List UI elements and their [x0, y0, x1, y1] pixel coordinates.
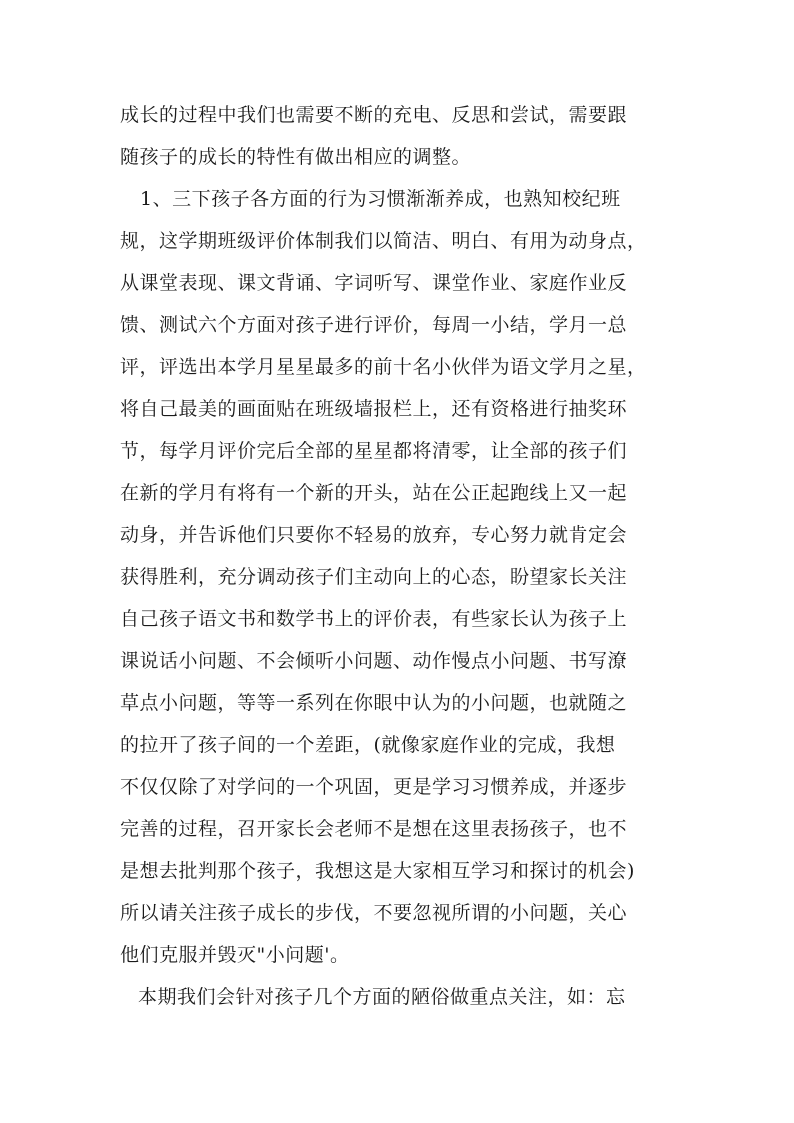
text-line: 自己孩子语文书和数学书上的评价表，有些家长认为孩子上	[120, 608, 628, 630]
text-line: 节，每学月评价完后全部的星星都将清零，让全部的孩子们	[120, 440, 628, 462]
text-line: 是想去批判那个孩子，我想这是大家相互学习和探讨的机会)	[120, 860, 635, 882]
document-body	[120, 94, 680, 1018]
text-line: 获得胜利，充分调动孩子们主动向上的心态，盼望家长关注	[120, 566, 628, 588]
text-line: 动身，并告诉他们只要你不轻易的放弃，专心努力就肯定会	[120, 524, 628, 546]
text-line: 馈、测试六个方面对孩子进行评价，每周一小结，学月一总	[120, 314, 628, 336]
text-line: 不仅仅除了对学问的一个巩固，更是学习习惯养成，并逐步	[120, 776, 628, 798]
text-line: 在新的学月有将有一个新的开头，站在公正起跑线上又一起	[120, 482, 628, 504]
text-line: 他们克服并毁灭"小问题'。	[120, 944, 350, 966]
text-line: 随孩子的成长的特性有做出相应的调整。	[120, 146, 472, 168]
text-line: 从课堂表现、课文背诵、字词听写、课堂作业、家庭作业反	[120, 272, 628, 294]
text-line: 规，这学期班级评价体制我们以简洁、明白、有用为动身点，	[120, 230, 647, 252]
text-line: 草点小问题，等等一系列在你眼中认为的小问题，也就随之	[120, 692, 628, 714]
text-line: 评，评选出本学月星星最多的前十名小伙伴为语文学月之星，	[120, 356, 647, 378]
text-line: 的拉开了孩子间的一个差距，(就像家庭作业的完成，我想	[120, 734, 616, 756]
text-line: 1、三下孩子各方面的行为习惯渐渐养成，也熟知校纪班	[140, 188, 621, 210]
text-line: 成长的过程中我们也需要不断的充电、反思和尝试，需要跟	[120, 104, 628, 126]
text-line: 完善的过程，召开家长会老师不是想在这里表扬孩子，也不	[120, 818, 628, 840]
text-line: 课说话小问题、不会倾听小问题、动作慢点小问题、书写潦	[120, 650, 628, 672]
text-line: 将自己最美的画面贴在班级墙报栏上，还有资格进行抽奖环	[120, 398, 628, 420]
text-line: 所以请关注孩子成长的步伐，不要忽视所谓的小问题，关心	[120, 902, 628, 924]
text-line: 本期我们会针对孩子几个方面的陋俗做重点关注，如：忘	[138, 986, 626, 1008]
